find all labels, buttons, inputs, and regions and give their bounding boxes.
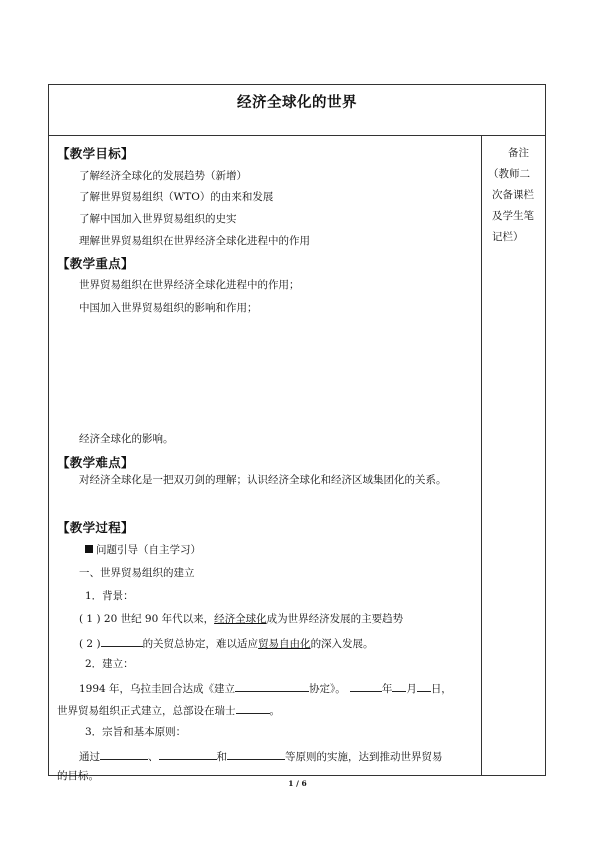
fill-blank[interactable] — [350, 680, 382, 692]
bg2-middle: 的关贸总协定，难以适应 — [142, 638, 259, 650]
heading-difficulties: 【教学难点】 — [57, 455, 134, 470]
founding-text: 协定》。 — [309, 683, 346, 695]
column-divider — [481, 136, 482, 775]
heading-key-points: 【教学重点】 — [57, 256, 134, 271]
heading-objectives: 【教学目标】 — [57, 146, 134, 161]
key-point-item: 中国加入世界贸易组织的影响和作用； — [79, 302, 258, 314]
notes-title: 备注 — [508, 147, 529, 159]
fill-blank[interactable] — [100, 748, 148, 760]
guide-line — [85, 543, 201, 557]
notes-text: 次备课栏 — [492, 189, 534, 201]
fill-blank[interactable] — [236, 702, 270, 714]
page-title: 经济全球化的世界 — [237, 95, 357, 111]
difficulty-text: 对经济全球化是一把双刃剑的理解；认识经济全球化和经济区域集团化的关系。 — [79, 474, 447, 486]
principles-text: 、 — [148, 751, 159, 763]
bg2-underlined: 贸易自由化 — [258, 638, 311, 650]
bg2-prefix: ( 2 ) — [79, 638, 101, 650]
founding-line-1 — [79, 680, 452, 696]
principles-line-1 — [79, 748, 443, 764]
founding-day: 日， — [430, 683, 452, 695]
fill-blank[interactable] — [101, 635, 143, 647]
notes-text: （教师二 — [488, 168, 530, 180]
bg1-prefix: ( 1 ) 20 世纪 90 年代以来， — [79, 613, 215, 625]
principles-text: 通过 — [79, 751, 100, 763]
background-item-2 — [79, 635, 374, 651]
founding-text: 1994 年，乌拉圭回合达成《建立 — [79, 683, 236, 695]
objective-item: 了解经济全球化的发展趋势（新增） — [79, 170, 247, 182]
bg2-suffix: 的深入发展。 — [310, 638, 374, 650]
objective-item: 了解世界贸易组织（WTO）的由来和发展 — [79, 191, 274, 203]
founding-year: 年 — [381, 683, 393, 695]
title-cell — [48, 84, 546, 135]
founding-text: 。 — [269, 705, 280, 717]
fill-blank[interactable] — [392, 680, 406, 692]
principles-label: 3．宗旨和基本原则： — [85, 726, 187, 738]
heading-process: 【教学过程】 — [57, 520, 134, 535]
founding-month: 月 — [406, 683, 417, 695]
founding-label: 2．建立： — [85, 658, 134, 670]
founding-text: 世界贸易组织正式建立，总部设在瑞士 — [57, 705, 236, 717]
principles-text: 等原则的实施，达到推动世界贸易 — [285, 751, 443, 763]
objective-item: 了解中国加入世界贸易组织的史实 — [79, 213, 237, 225]
notes-text: 记栏） — [492, 231, 524, 243]
background-item-1 — [79, 612, 403, 626]
key-point-item: 经济全球化的影响。 — [79, 433, 174, 445]
fill-blank[interactable] — [235, 680, 309, 692]
guide-text: 问题引导（自主学习） — [96, 544, 201, 556]
section-heading: 一、世界贸易组织的建立 — [79, 567, 195, 579]
principles-line-2: 的目标。 — [57, 770, 99, 782]
page-number: 1 / 6 — [288, 779, 307, 788]
fill-blank[interactable] — [227, 748, 285, 760]
square-bullet-icon — [85, 545, 93, 553]
fill-blank[interactable] — [417, 680, 431, 692]
bg1-suffix: 成为世界经济发展的主要趋势 — [266, 613, 404, 625]
bg1-underlined: 经济全球化 — [214, 613, 267, 625]
fill-blank[interactable] — [159, 748, 217, 760]
founding-line-2 — [57, 702, 280, 718]
lesson-table — [48, 135, 546, 782]
background-label: 1．背景： — [85, 590, 134, 602]
main-content-column — [49, 136, 481, 782]
notes-text: 及学生笔 — [492, 210, 534, 222]
key-point-item: 世界贸易组织在世界经济全球化进程中的作用； — [79, 279, 300, 291]
principles-text: 和 — [216, 751, 227, 763]
objective-item: 理解世界贸易组织在世界经济全球化进程中的作用 — [79, 235, 310, 247]
